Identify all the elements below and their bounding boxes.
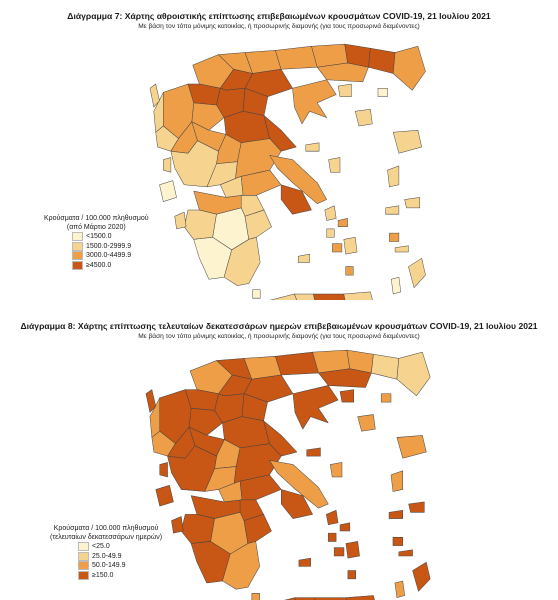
region-samos [409, 502, 425, 512]
legend-swatch [72, 242, 83, 251]
region-ilia [181, 514, 214, 543]
region-samos [405, 197, 420, 208]
legend-item [78, 571, 162, 581]
region-tinos [340, 523, 350, 531]
region-ikaria [389, 510, 403, 518]
map-title: Διάγραμμα 7: Χάρτης αθροιστικής επίπτωσης επιβεβαιωμένων κρουσμάτων COVID-19, 21 Ιουλίου 2021 [67, 11, 491, 21]
legend-swatch [72, 251, 83, 260]
legend-swatch [78, 552, 89, 561]
region-limnos [358, 415, 376, 432]
region-milos [298, 254, 309, 262]
region-chalkidiki [293, 80, 337, 124]
region-andros [326, 510, 338, 525]
legend-label: 1500.0-2999.9 [86, 242, 132, 250]
legend-title: Κρούσματα / 100.000 πληθυσμού [53, 525, 159, 532]
legend-subtitle: (από Μάρτιο 2020) [66, 224, 126, 231]
legend-item [78, 542, 162, 552]
region-skyros [330, 462, 342, 477]
legend-swatch [78, 542, 89, 551]
region-chios [391, 471, 403, 492]
legend-item [78, 552, 162, 562]
legend-label: <25.0 [92, 543, 110, 551]
map-subtitle: Με βάση τον τόπο μόνιμης κατοικίας, ή προσωρινής διαμονής (για τους προσωρινά διαμένοντες) [138, 23, 420, 30]
region-samothraki [378, 88, 388, 96]
region-chios [388, 166, 399, 187]
legend-item [78, 561, 162, 571]
region-ikaria [386, 206, 399, 214]
region-thasos [338, 84, 351, 97]
legend-swatch [78, 571, 89, 580]
region-kos [399, 550, 413, 556]
region-kefalonia [156, 485, 174, 506]
region-skyros [329, 158, 340, 173]
map-title: Διάγραμμα 8: Χάρτης επίπτωσης τελευταίων δεκατεσσάρων ημερών επιβεβαιωμένων κρουσμάτων COVID-19, 21 Ιουλίου 2021 [20, 321, 538, 331]
legend-label: 50.0-149.9 [92, 562, 126, 570]
region-thasos [340, 390, 354, 402]
region-naxos [346, 541, 360, 558]
map-subtitle: Με βάση τον τόπο μόνιμης κατοικίας, ή προσωρινής διαμονής (για τους προσωρινά διαμένοντες) [138, 333, 420, 340]
region-zakynthos [175, 212, 186, 229]
legend-title: Κρούσματα / 100.000 πληθυσμού [44, 215, 149, 222]
region-kalymnos [393, 537, 403, 545]
legend-swatch [78, 561, 89, 570]
region-ilia [184, 210, 216, 239]
region-andros [325, 206, 336, 221]
legend-item [72, 232, 149, 242]
legend-label: 3000.0-4499.9 [86, 252, 132, 260]
region-kythira [253, 290, 261, 298]
region-syros [328, 533, 336, 541]
region-naxos [344, 237, 357, 254]
region-kefalonia [160, 181, 177, 202]
region-kythira [252, 593, 260, 600]
region-lefkada [160, 462, 168, 477]
region-lesvos [397, 435, 426, 458]
region-rodopi [371, 354, 398, 379]
legend-label: ≥150.0 [92, 571, 114, 579]
region-evros [393, 46, 425, 90]
region-kalymnos [389, 233, 399, 241]
region-tinos [338, 218, 348, 226]
region-paros [334, 548, 344, 556]
legend-label: <1500.0 [86, 233, 112, 241]
region-sporades [306, 143, 319, 151]
region-rodos [413, 562, 431, 591]
legend-item [72, 261, 149, 271]
map-panel-14-day [0, 300, 558, 600]
region-lasithi [346, 596, 377, 600]
region-serres [275, 352, 318, 375]
region-karpathos [395, 581, 405, 598]
legend-label: ≥4500.0 [86, 261, 112, 269]
legend-swatch [72, 261, 83, 270]
region-limnos [355, 109, 372, 126]
legend-swatch [72, 232, 83, 241]
region-chalkidiki [293, 385, 338, 429]
legend-label: 25.0-49.9 [92, 552, 122, 560]
region-santorini [348, 571, 356, 579]
region-serres [275, 46, 317, 69]
region-sporades [307, 448, 321, 456]
map-legend [44, 214, 149, 270]
region-evros [397, 352, 430, 396]
region-rodos [408, 258, 425, 287]
region-lasithi [344, 292, 374, 300]
regional-units-layer [146, 350, 430, 600]
legend-subtitle: (τελευταίων δεκατεσσάρων ημερών) [50, 534, 163, 541]
region-lefkada [163, 158, 171, 173]
region-paros [332, 244, 342, 252]
region-samothraki [381, 394, 391, 402]
legend-item [72, 242, 149, 252]
region-milos [299, 558, 311, 566]
legend-item [72, 251, 149, 261]
region-rodopi [369, 48, 396, 73]
region-karpathos [391, 277, 401, 294]
region-syros [327, 229, 335, 237]
region-kos [395, 246, 408, 252]
map-legend [50, 524, 162, 580]
region-santorini [346, 267, 354, 275]
region-lesvos [393, 130, 422, 153]
regional-units-layer [150, 44, 426, 300]
region-zakynthos [171, 516, 183, 533]
